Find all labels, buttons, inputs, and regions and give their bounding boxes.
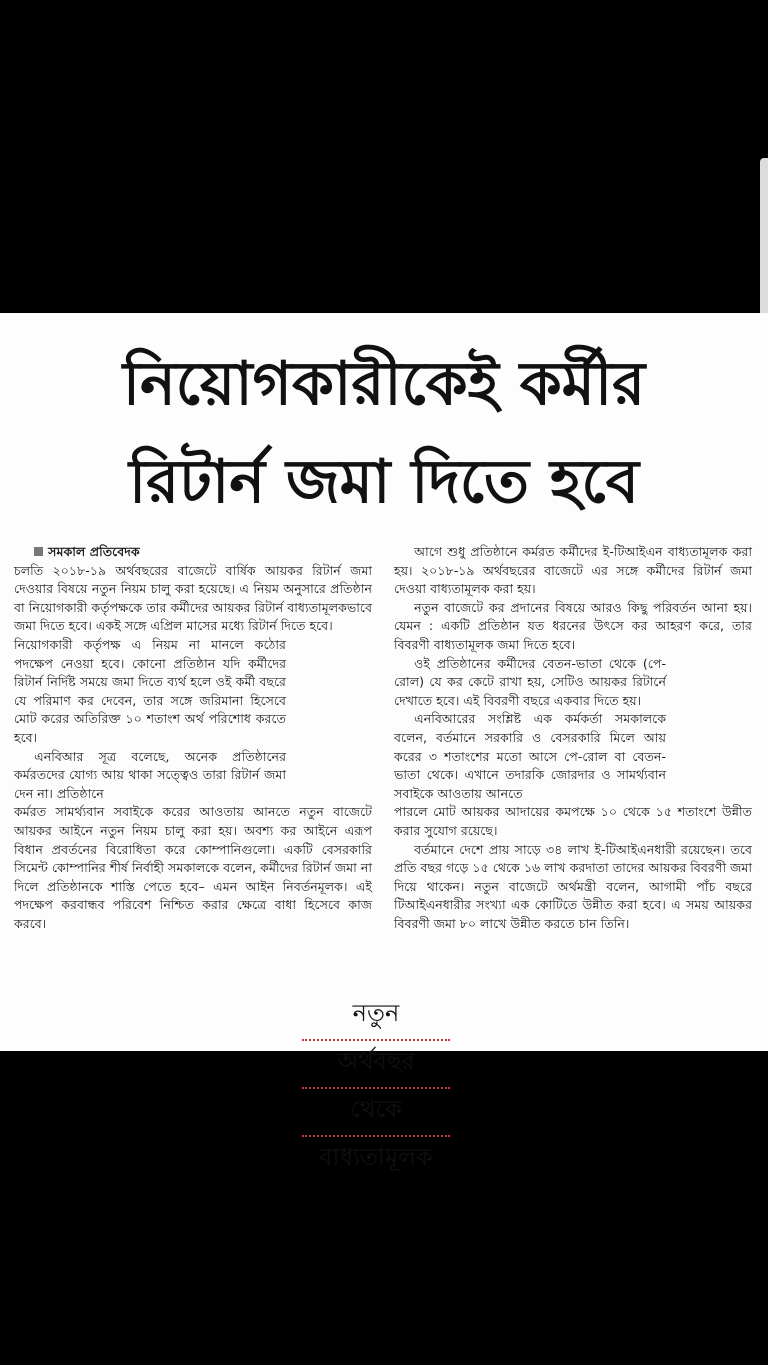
byline-text: সমকাল প্রতিবেদক xyxy=(48,544,140,559)
headline xyxy=(0,335,768,531)
article-column-right xyxy=(394,543,752,933)
right-paragraph-2: নতুন বাজেটে কর প্রদানের বিষয়ে আরও কিছু পরিবর্তন আনা হয়। যেমন : একটি প্রতিষ্ঠান যত ধরনের উৎসে কর আহরণ করে, তার বিবরণী বাধ্যতামূলক জমা দিতে হবে। xyxy=(394,599,752,652)
pull-quote-line-4: বাধ্যতামূলক xyxy=(319,1143,433,1171)
right-paragraph-3: ওই প্রতিষ্ঠানের কর্মীদের বেতন-ভাতা থেকে (পে-রোল) যে কর কেটে রাখা হয়, সেটিও আয়কর রিটার্নে দেখাতে হবে। এই বিবরণী বছরে একবার দিতে হয়। xyxy=(394,655,666,708)
right-paragraph-4: এনবিআরের সংশ্লিষ্ট এক কর্মকর্তা সমকালকে বলেন, বর্তমানে সরকারি ও বেসরকারি মিলে আয় করের ৩ শতাংশের মতো আসে পে-রোল বা বেতন-ভাতা থেকে। এখানে তদারকি জোরদার ও সামর্থ্যবান সবাইকে আওতায় আনতে xyxy=(394,711,666,801)
square-bullet-icon xyxy=(34,547,43,556)
article-column-left xyxy=(14,543,372,933)
right-paragraph-1: আগে শুধু প্রতিষ্ঠানে কর্মরত কর্মীদের ই-টিআইএন বাধ্যতামূলক করা হয়। ২০১৮-১৯ অর্থবছরের বাজেটে এর সঙ্গে কর্মীদের রিটার্ন জমা দেওয়া বাধ্যতামূলক করা হয়। xyxy=(394,544,752,597)
pull-quote-line-3: থেকে xyxy=(350,1095,402,1123)
pull-quote xyxy=(300,993,452,1183)
left-paragraph-4: কর্মরত সামর্থ্যবান সবাইকে করের আওতায় আনতে নতুন বাজেটে আয়কর আইনে নতুন নিয়ম চালু করা হয়। অবশ্য কর আইনে এরূপ বিধান প্রবর্তনের বিরোধিতা করে কোম্পানিগুলো। একটি বেসরকারি সিমেন্ট কোম্পানির শীর্ষ নির্বাহী সমকালকে বলেন, কর্মীদের রিটার্ন জমা না দিলে প্রতিষ্ঠানকে শাস্তি পেতে হবে– এমন আইন নিবর্তনমূলক। এই পদক্ষেপ করবান্ধব পরিবেশ নিশ্চিত করার ক্ষেত্রে বাধা হিসেবে কাজ করবে। xyxy=(14,804,372,931)
left-paragraph-1: চলতি ২০১৮-১৯ অর্থবছরের বাজেটে বার্ষিক আয়কর রিটার্ন জমা দেওয়ার বিষয়ে নতুন নিয়ম চালু করা হয়েছে। এ নিয়ম অনুসারে প্রতিষ্ঠান বা নিয়োগকারী কর্তৃপক্ষকে তার কর্মীদের আয়কর রিটার্ন বাধ্যতামূলকভাবে জমা দিতে হবে। একই সঙ্গে এপ্রিল মাসের মধ্যে রিটার্ন দিতে হবে। xyxy=(14,562,372,634)
pull-quote-line-2: অর্থবছর xyxy=(337,1047,415,1075)
left-paragraph-3: এনবিআর সূত্র বলেছে, অনেক প্রতিষ্ঠানের কর্মরতদের যোগ্য আয় থাকা সত্ত্বেও তারা রিটার্ন জমা দেন না। প্রতিষ্ঠানে xyxy=(14,748,286,801)
byline xyxy=(14,543,372,562)
right-paragraph-5: পারলে মোট আয়কর আদায়ের কমপক্ষে ১০ থেকে ১৫ শতাংশে উন্নীত করার সুযোগ রয়েছে। xyxy=(394,804,752,838)
headline-line-2: রিটার্ন জমা দিতে হবে xyxy=(129,447,639,517)
left-paragraph-2: নিয়োগকারী কর্তৃপক্ষ এ নিয়ম না মানলে কঠোর পদক্ষেপ নেওয়া হবে। কোনো প্রতিষ্ঠান যদি কর্মীদের রিটার্ন নির্দিষ্ট সময়ে জমা দিতে ব্যর্থ হলে ওই কর্মী বছরে যে পরিমাণ কর দেবেন, তার সঙ্গে জরিমানা হিসেবে মোট করের অতিরিক্ত ১০ শতাংশ অর্থ পরিশোধ করতে হবে। xyxy=(14,636,286,745)
newspaper-clipping xyxy=(0,313,768,1171)
pull-quote-line-1: নতুন xyxy=(352,999,400,1027)
right-paragraph-6: বর্তমানে দেশে প্রায় সাড়ে ৩৪ লাখ ই-টিআইএনধারী রয়েছেন। তবে প্রতি বছর গড়ে ১৫ থেকে ১৬ লাখ করদাতা তাদের আয়কর বিবরণী জমা দিয়ে থাকেন। নতুন বাজেটে অর্থমন্ত্রী বলেন, আগামী পাঁচ বছরে টিআইএনধারীর সংখ্যা এক কোটিতে উন্নীত করা হবে। এ সময় আয়কর বিবরণী জমা ৮০ লাখে উন্নীত করতে চান তিনি। xyxy=(394,841,752,931)
headline-line-1: নিয়োগকারীকেই কর্মীর xyxy=(122,349,646,419)
